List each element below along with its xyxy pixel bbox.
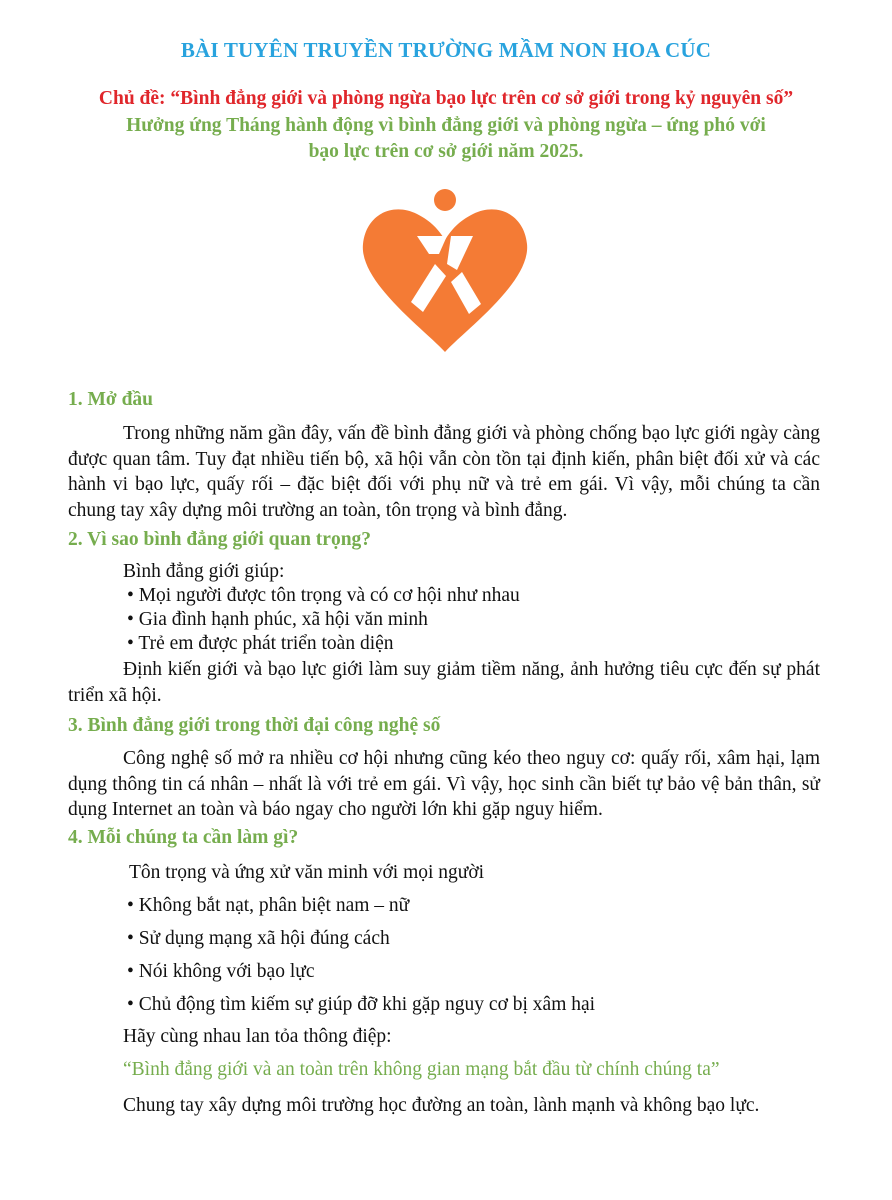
- section-4-intro: Tôn trọng và ứng xử văn minh với mọi người: [129, 862, 485, 883]
- section-3-heading: 3. Bình đẳng giới trong thời đại công nghệ số: [68, 715, 441, 736]
- section-2-heading: 2. Vì sao bình đẳng giới quan trọng?: [68, 529, 372, 550]
- section-4-call: Hãy cùng nhau lan tỏa thông điệp:: [123, 1026, 392, 1047]
- section-3-paragraph: Công nghệ số mở ra nhiều cơ hội nhưng cũng kéo theo nguy cơ: quấy rối, xâm hại, lạm dụng thông tin cá nhân – nhất là với trẻ em gái. Vì vậy, học sinh cần biết tự bảo vệ bản thân, sử dụng Internet an toàn và báo ngay cho người lớn khi gặp nguy hiểm.: [68, 748, 820, 820]
- document-topic: Chủ đề: “Bình đẳng giới và phòng ngừa bạo lực trên cơ sở giới trong kỷ nguyên số”: [98, 88, 794, 109]
- section-4-list-item: • Sử dụng mạng xã hội đúng cách: [127, 928, 390, 949]
- logo-head: [434, 189, 456, 211]
- closing-line: Chung tay xây dựng môi trường học đường an toàn, lành mạnh và không bạo lực.: [123, 1095, 760, 1116]
- document-subtitle: Hưởng ứng Tháng hành động vì bình đẳng giới và phòng ngừa – ứng phó với bạo lực trên cơ sở giới năm 2025.: [126, 115, 766, 162]
- section-1-paragraph: Trong những năm gần đây, vấn đề bình đẳng giới và phòng chống bạo lực giới ngày càng được quan tâm. Tuy đạt nhiều tiến bộ, xã hội vẫn còn tồn tại định kiến, phân biệt đối xử và các hành vi bạo lực, quấy rối – đặc biệt đối với phụ nữ và trẻ em gái. Vì vậy, mỗi chúng ta cần chung tay xây dựng môi trường an toàn, tôn trọng và bình đẳng.: [68, 423, 820, 521]
- section-4-heading: 4. Mỗi chúng ta cần làm gì?: [68, 827, 299, 848]
- message-quote: “Bình đẳng giới và an toàn trên không gian mạng bắt đầu từ chính chúng ta”: [123, 1059, 720, 1080]
- section-2-list-item: • Gia đình hạnh phúc, xã hội văn minh: [127, 609, 428, 630]
- section-1-heading: 1. Mở đầu: [68, 389, 154, 410]
- section-2-intro: Bình đẳng giới giúp:: [123, 561, 285, 582]
- section-4-list-item: • Chủ động tìm kiếm sự giúp đỡ khi gặp nguy cơ bị xâm hại: [127, 994, 596, 1015]
- section-4-list-item: • Không bắt nạt, phân biệt nam – nữ: [127, 895, 410, 916]
- section-4-list-item: • Nói không với bạo lực: [127, 961, 315, 982]
- section-2-paragraph: Định kiến giới và bạo lực giới làm suy giảm tiềm năng, ảnh hưởng tiêu cực đến sự phát triển xã hội.: [68, 659, 820, 706]
- logo-heart: [363, 209, 527, 352]
- document-title: BÀI TUYÊN TRUYỀN TRƯỜNG MẦM NON HOA CÚC: [180, 38, 712, 62]
- section-2-list-item: • Mọi người được tôn trọng và có cơ hội như nhau: [127, 585, 520, 606]
- heart-ribbon-icon: [355, 184, 535, 356]
- section-2-list-item: • Trẻ em được phát triển toàn diện: [127, 633, 394, 654]
